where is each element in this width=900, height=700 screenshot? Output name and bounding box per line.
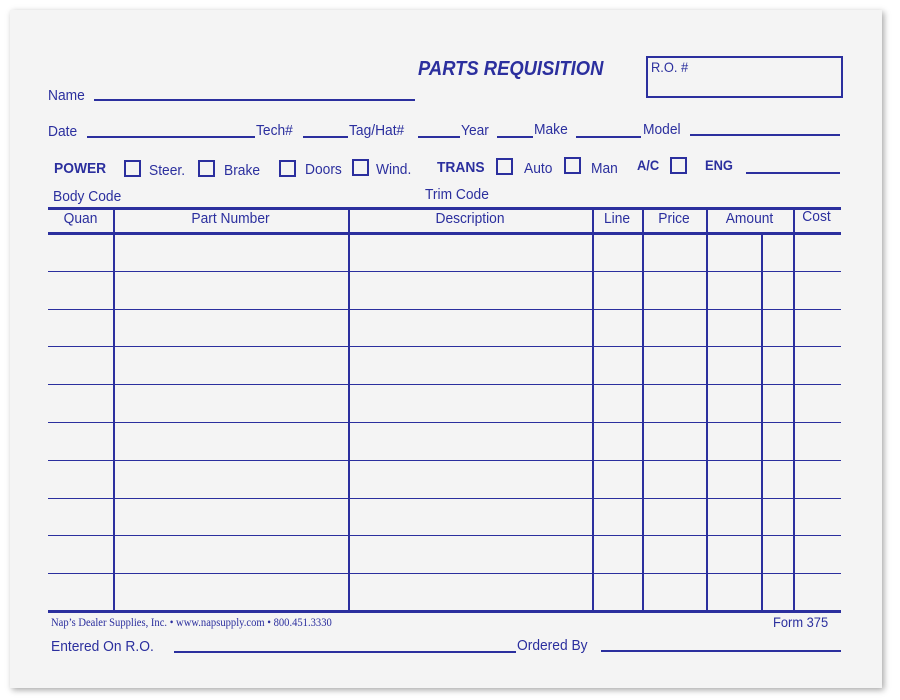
table-row-line [48, 346, 841, 347]
form-number: Form 375 [773, 614, 829, 630]
column-divider [113, 208, 115, 611]
column-divider [348, 208, 350, 611]
table-row-line [48, 309, 841, 310]
tag-label: Tag/Hat# [349, 122, 405, 139]
wind-checkbox[interactable] [352, 159, 369, 176]
column-divider [642, 208, 644, 611]
header-part-number: Part Number [191, 210, 270, 227]
doors-label: Doors [305, 161, 342, 178]
ac-label: A/C [637, 157, 660, 173]
eng-label: ENG [705, 157, 733, 173]
column-divider [706, 208, 708, 611]
ordered-label: Ordered By [517, 637, 588, 654]
header-amount: Amount [725, 210, 774, 227]
brake-label: Brake [224, 162, 261, 179]
power-label: POWER [54, 160, 107, 177]
table-row-line [48, 498, 841, 499]
tech-field[interactable] [303, 136, 348, 138]
man-label: Man [591, 160, 618, 177]
doors-checkbox[interactable] [279, 160, 296, 177]
ordered-field[interactable] [601, 650, 841, 652]
header-line: Line [603, 210, 631, 227]
eng-field[interactable] [746, 172, 840, 174]
header-price: Price [658, 210, 690, 227]
date-field[interactable] [87, 136, 255, 138]
table-row-line [48, 535, 841, 536]
company-info: Nap’s Dealer Supplies, Inc. • www.napsupply.com • 800.451.3330 [51, 617, 332, 629]
column-divider [761, 233, 763, 611]
brake-checkbox[interactable] [198, 160, 215, 177]
form-paper [10, 10, 882, 688]
steer-checkbox[interactable] [124, 160, 141, 177]
entered-label: Entered On R.O. [51, 638, 154, 655]
table-row-line [48, 422, 841, 423]
trans-label: TRANS [437, 159, 485, 176]
ro-label: R.O. # [651, 59, 689, 75]
wind-label: Wind. [376, 161, 412, 178]
steer-label: Steer. [149, 162, 186, 179]
table-row-line [48, 384, 841, 385]
ro-number-box[interactable] [646, 56, 843, 98]
auto-checkbox[interactable] [496, 158, 513, 175]
date-label: Date [48, 123, 78, 140]
entered-field[interactable] [174, 651, 516, 653]
tag-field[interactable] [418, 136, 460, 138]
man-checkbox[interactable] [564, 157, 581, 174]
form-title: PARTS REQUISITION [418, 58, 604, 80]
ac-checkbox[interactable] [670, 157, 687, 174]
table-bottom-line [48, 610, 841, 613]
year-label: Year [461, 122, 489, 139]
table-row-line [48, 573, 841, 574]
year-field[interactable] [497, 136, 533, 138]
model-field[interactable] [690, 134, 840, 136]
body-code-label: Body Code [53, 188, 122, 205]
make-label: Make [534, 121, 568, 138]
trim-code-label: Trim Code [425, 186, 489, 203]
column-divider [592, 208, 594, 611]
model-label: Model [643, 121, 681, 138]
header-quan: Quan [63, 210, 98, 227]
name-field[interactable] [94, 99, 415, 101]
make-field[interactable] [576, 136, 641, 138]
header-bottom-line [48, 232, 841, 235]
auto-label: Auto [524, 160, 553, 177]
table-row-line [48, 271, 841, 272]
column-divider [793, 208, 795, 611]
name-label: Name [48, 87, 85, 104]
header-description: Description [435, 210, 505, 227]
header-cost: Cost [802, 208, 831, 225]
tech-label: Tech# [256, 122, 293, 139]
table-row-line [48, 460, 841, 461]
